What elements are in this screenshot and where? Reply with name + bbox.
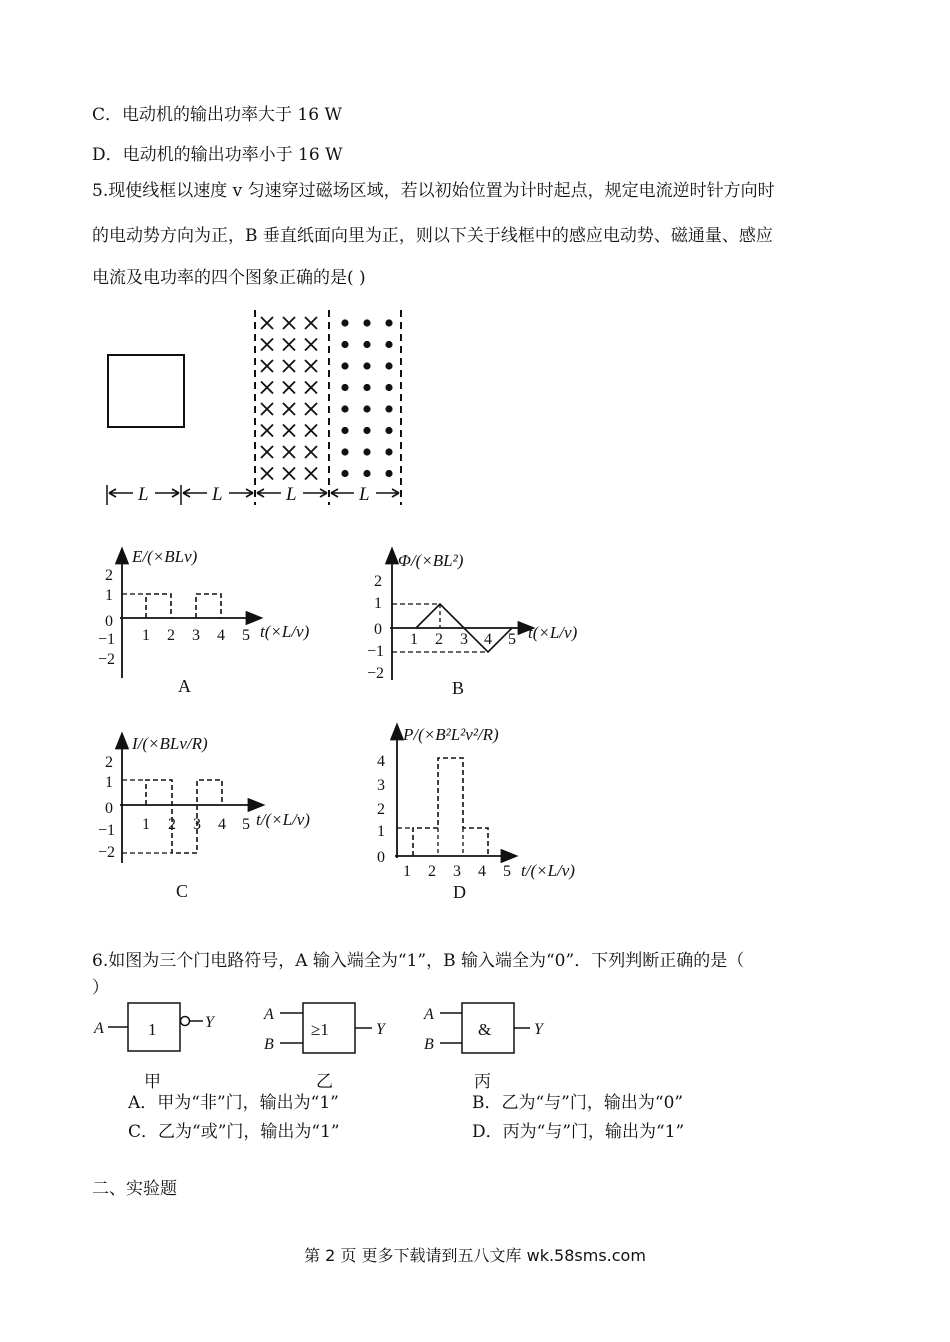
gate-output-label: Y (534, 1021, 543, 1038)
field-dot-mark (341, 341, 348, 348)
gate-input-label: A (94, 1020, 104, 1037)
field-dot-mark (363, 405, 370, 412)
q5-stem-line3: 电流及电功率的四个图象正确的是( ) (92, 268, 366, 288)
x-tick-label: 4 (218, 816, 226, 833)
field-dot-mark (341, 448, 348, 455)
field-dot-mark (341, 405, 348, 412)
field-cross-mark (261, 446, 273, 458)
x-axis-label: t(×L/v) (528, 623, 578, 642)
x-tick-label: 1 (142, 627, 150, 644)
field-dot-mark (341, 362, 348, 369)
q6-option-d: D．丙为“与”门，输出为“1” (472, 1122, 685, 1142)
gate-not (93, 1003, 216, 1091)
field-cross-mark (305, 425, 317, 437)
gate-input-label: B (264, 1036, 274, 1053)
graph-caption: D (453, 882, 466, 902)
q5-stem-line2: 的电动势方向为正，B 垂直纸面向里为正，则以下关于线框中的感应电动势、磁通量、感应 (92, 226, 773, 246)
field-dot-mark (385, 470, 392, 477)
field-dot-mark (363, 448, 370, 455)
field-cross-mark (283, 382, 295, 394)
x-axis-label: t/(×L/v) (256, 810, 310, 829)
gate-caption: 乙 (316, 1072, 333, 1091)
gate-input-label: A (424, 1006, 434, 1023)
y-tick-label: 1 (105, 587, 113, 604)
field-cross-mark (261, 403, 273, 415)
gate-and (423, 1003, 545, 1091)
field-cross-mark (305, 403, 317, 415)
y-axis-label: P/(×B²L²v²/R) (403, 725, 499, 744)
x-tick-label: 4 (478, 863, 486, 880)
field-dot-mark (385, 341, 392, 348)
q4-option-d: D．电动机的输出功率小于 16 W (92, 145, 343, 165)
x-tick-label: 4 (484, 631, 492, 648)
field-dot-mark (385, 427, 392, 434)
y-tick-label: 2 (377, 801, 385, 818)
field-cross-mark (305, 446, 317, 458)
y-tick-label: 0 (377, 849, 385, 866)
field-dot-mark (363, 384, 370, 391)
inverter-bubble (181, 1017, 190, 1026)
q4-option-c: C．电动机的输出功率大于 16 W (92, 105, 342, 125)
field-dot-mark (341, 427, 348, 434)
y-tick-label: 3 (377, 777, 385, 794)
field-cross-mark (283, 339, 295, 351)
field-dot-mark (385, 319, 392, 326)
section-heading: 二、实验题 (92, 1179, 177, 1199)
x-tick-label: 2 (167, 627, 175, 644)
field-dot-mark (341, 470, 348, 477)
y-tick-label: 1 (105, 774, 113, 791)
q5-graph-d (365, 718, 625, 908)
y-tick-label: −2 (367, 665, 385, 682)
gate-output-label: Y (376, 1021, 385, 1038)
gate-input-label: B (424, 1036, 434, 1053)
y-tick-label: 1 (374, 595, 382, 612)
field-dot-mark (363, 362, 370, 369)
q6-option-b: B．乙为“与”门，输出为“0” (472, 1093, 684, 1113)
x-tick-label: 5 (242, 816, 250, 833)
field-cross-mark (261, 360, 273, 372)
page-footer: 第 2 页 更多下载请到五八文库 wk.58sms.com (304, 1246, 646, 1265)
y-tick-label: −1 (98, 631, 116, 648)
field-cross-mark (283, 403, 295, 415)
y-tick-label: 2 (105, 754, 113, 771)
y-tick-label: 0 (105, 800, 113, 817)
q6-stem-line2: ） (92, 978, 109, 998)
gate-symbol: ≥1 (311, 1020, 329, 1039)
field-cross-mark (305, 317, 317, 329)
y-tick-label: 2 (105, 567, 113, 584)
field-cross-mark (283, 360, 295, 372)
gate-or (263, 1003, 387, 1091)
y-tick-label: −1 (98, 822, 116, 839)
field-cross-mark (261, 425, 273, 437)
field-cross-mark (261, 317, 273, 329)
graph-a-pulse-2 (196, 594, 221, 618)
y-tick-label: 0 (105, 613, 113, 630)
y-tick-label: 0 (374, 621, 382, 638)
graph-a-pulse-1 (146, 594, 171, 618)
q6-option-c: C．乙为“或”门，输出为“1” (128, 1122, 340, 1142)
dimension-label: L (138, 484, 149, 505)
field-dot-mark (363, 427, 370, 434)
q5-graph-b (360, 540, 620, 700)
field-dot-mark (385, 448, 392, 455)
x-tick-label: 1 (403, 863, 411, 880)
x-tick-label: 5 (242, 627, 250, 644)
q6-gate-figure (90, 995, 570, 1095)
y-axis-label: Φ/(×BL²) (398, 551, 464, 570)
gate-input-label: A (264, 1006, 274, 1023)
x-tick-label: 5 (508, 631, 516, 648)
y-tick-label: 2 (374, 573, 382, 590)
field-cross-mark (305, 382, 317, 394)
field-dot-mark (385, 405, 392, 412)
q5-scene-figure (95, 305, 415, 510)
x-tick-label: 3 (460, 631, 468, 648)
field-dot-mark (363, 341, 370, 348)
graph-c-current-line (146, 780, 222, 853)
field-dot-mark (363, 470, 370, 477)
x-tick-label: 3 (453, 863, 461, 880)
field-cross-mark (305, 339, 317, 351)
x-tick-label: 2 (435, 631, 443, 648)
graph-caption: C (176, 881, 189, 901)
graph-caption: B (452, 678, 465, 698)
field-cross-mark (305, 468, 317, 480)
field-cross-mark (261, 382, 273, 394)
x-tick-label: 3 (192, 627, 200, 644)
x-tick-label: 2 (168, 816, 176, 833)
field-cross-mark (261, 468, 273, 480)
q6-option-a: A．甲为“非”门，输出为“1” (128, 1093, 339, 1113)
q5-graph-a (90, 540, 340, 700)
field-cross-mark (283, 425, 295, 437)
field-out-of-page-dots (341, 319, 392, 477)
gate-caption: 丙 (474, 1072, 491, 1091)
q5-stem-line1: 5.现使线框以速度 v 匀速穿过磁场区域，若以初始位置为计时起点，规定电流逆时针方向时 (92, 181, 775, 201)
field-dot-mark (385, 362, 392, 369)
graph-caption: A (178, 676, 191, 696)
y-tick-label: −1 (367, 643, 385, 660)
q6-stem-line1: 6.如图为三个门电路符号，A 输入端全为“1”，B 输入端全为“0”．下列判断正确的是（ (92, 951, 745, 971)
y-tick-label: 1 (377, 823, 385, 840)
field-cross-mark (283, 446, 295, 458)
y-axis-label: E/(×BLv) (132, 547, 198, 566)
y-axis-label: I/(×BLv/R) (132, 734, 208, 753)
gate-symbol: & (478, 1020, 492, 1039)
q5-graph-c (90, 725, 350, 905)
x-tick-label: 2 (428, 863, 436, 880)
y-tick-label: −2 (98, 844, 116, 861)
gate-caption: 甲 (144, 1072, 161, 1091)
x-tick-label: 3 (193, 816, 201, 833)
field-dot-mark (341, 384, 348, 391)
x-axis-label: t/(×L/v) (521, 861, 575, 880)
x-tick-label: 4 (217, 627, 225, 644)
y-tick-label: −2 (98, 651, 116, 668)
field-cross-mark (261, 339, 273, 351)
x-tick-label: 1 (410, 631, 418, 648)
x-tick-label: 1 (142, 816, 150, 833)
field-into-page-crosses (261, 317, 317, 480)
field-cross-mark (283, 317, 295, 329)
field-cross-mark (283, 468, 295, 480)
gate-symbol: 1 (148, 1020, 157, 1039)
x-tick-label: 5 (503, 863, 511, 880)
wire-frame-square (108, 355, 184, 427)
x-axis-label: t(×L/v) (260, 622, 310, 641)
dimension-label: L (212, 484, 223, 505)
y-tick-label: 4 (377, 753, 385, 770)
graph-d-power-line (413, 758, 488, 856)
gate-output-label: Y (205, 1014, 214, 1031)
field-dot-mark (385, 384, 392, 391)
dimension-label: L (286, 484, 297, 505)
field-dot-mark (363, 319, 370, 326)
field-cross-mark (305, 360, 317, 372)
dimension-label: L (359, 484, 370, 505)
field-dot-mark (341, 319, 348, 326)
